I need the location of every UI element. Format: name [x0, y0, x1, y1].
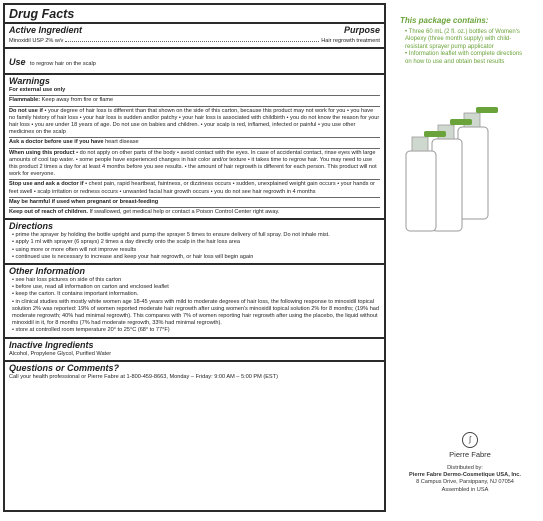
do-not-use-warning: Do not use if • your degree of hair loss is different than that shown on the side of this carton, because this product may not work for you • you have no family history of hair loss • your hair loss is sudden and/or patchy • your hair loss is associated with childbirth • you do not know the reason for your hair loss • you are under 18 years of age. Do not use on babies and children. • your scalp is red, inflamed, infected or painful • you use other medicines on the scalp	[9, 107, 380, 136]
stop-use-warning: Stop use and ask a doctor if • chest pain, rapid heartbeat, faintness, or dizziness occurs • sudden, unexplained weight gain occurs • your hands or feet swell • scalp irritation or redness occurs • unwanted facial hair growth occurs • you do not see hair regrowth in 4 months	[9, 179, 380, 195]
active-ingredient-value: Minoxidil USP 2% w/v	[9, 38, 64, 44]
list-item: • before use, read all information on carton and enclosed leaflet	[12, 284, 380, 291]
directions-section	[5, 220, 384, 265]
active-ingredient-section	[5, 24, 384, 49]
list-item: • continued use is necessary to increase and keep your hair regrowth, or hair loss will begin again	[12, 254, 380, 261]
brand-name: Pierre Fabre	[449, 450, 491, 459]
other-information-list	[9, 277, 380, 335]
company-address: 8 Campus Drive, Parsippany, NJ 07054	[416, 479, 514, 486]
directions-heading: Directions	[9, 221, 54, 232]
assembled-in: Assembled in USA	[441, 486, 489, 493]
children-warning: Keep out of reach of children. If swallowed, get medical help or contact a Poison Control Center right away.	[9, 207, 380, 216]
questions-section	[5, 362, 384, 383]
use-section	[5, 49, 384, 75]
sprayer-bottles-illustration	[400, 105, 540, 235]
package-contents-list	[402, 29, 525, 66]
external-use: For external use only	[9, 87, 66, 94]
list-item: • Information leaflet with complete directions on how to use and obtain best results	[405, 51, 525, 66]
active-ingredient-heading: Active Ingredient	[9, 25, 83, 35]
flammable-warning: Flammable: Keep away from fire or flame	[9, 95, 380, 104]
questions-text: Call your health professional or Pierre Fabre at 1-800-459-8663, Monday – Friday: 9:00 AM – 5:00 PM (EST)	[9, 373, 278, 380]
list-item: • in clinical studies with mostly white women age 18-45 years with mild to moderate degrees of hair loss, the following response to minoxidil topical solution 2% was reported: 19% of women reported moderate hair regrowth after using women's minoxidil topical solution 2% for 8 months; (19% had moderate regrowth; 40% had minimal regrowth). This compares with 7% of women reporting hair regrowth after using the placebo, the liquid without minoxidil in it, for 8 months (7% had moderate regrowth, 33% had minimal regrowth).	[12, 299, 380, 328]
use-heading: Use	[9, 57, 26, 68]
list-item: • apply 1 ml with sprayer (6 sprays) 2 times a day directly onto the scalp in the hair loss area	[12, 239, 380, 246]
list-item: • Three 60 mL (2 fl. oz.) bottles of Women's Alopexy (three month supply) with child-resistant sprayer pump applicator	[405, 29, 525, 51]
leader-dots	[65, 36, 319, 42]
directions-list	[9, 232, 380, 261]
list-item: • using more or more often will not improve results	[12, 247, 380, 254]
distributed-by-label: Distributed by:	[447, 465, 483, 471]
drug-facts-header	[5, 5, 384, 24]
inactive-ingredients-text: Alcohol, Propylene Glycol, Purified Water	[9, 350, 112, 357]
ask-doctor-warning: Ask a doctor before use if you have heart disease	[9, 137, 380, 146]
other-information-heading: Other Information	[9, 266, 85, 277]
warnings-heading: Warnings	[9, 76, 50, 87]
distributor-block	[390, 465, 540, 494]
pregnancy-warning: May be harmful if used when pregnant or breast-feeding	[9, 197, 380, 206]
inactive-ingredients-section	[5, 339, 384, 362]
warnings-section	[5, 75, 384, 220]
list-item: • store at controlled room temperature 20° to 25°C (68° to 77°F)	[12, 327, 380, 334]
other-information-section	[5, 265, 384, 339]
list-item: • keep the carton. It contains important information.	[12, 291, 380, 298]
drug-facts-title: Drug Facts	[9, 7, 75, 21]
when-using-warning: When using this product • do not apply on other parts of the body • avoid contact with the eyes. In case of accidental contact, rinse eyes with large amounts of cool tap water. • some people have experienced changes in hair color and/or texture • it takes time to regrow hair. You may need to use this product 2 times a day for at least 4 months before you see results. • the amount of hair regrowth is different for each person. This product will not work for everyone.	[9, 148, 380, 179]
purpose-heading: Purpose	[343, 25, 380, 35]
package-contents-title: This package contains:	[400, 16, 489, 25]
list-item: • prime the sprayer by holding the bottle upright and pump the sprayer 5 times to ensure delivery of full spray. Do not inhale mist.	[12, 232, 380, 239]
brand-block	[420, 432, 520, 459]
company-name: Pierre Fabre Dermo-Cosmetique USA, Inc.	[409, 472, 521, 479]
inactive-ingredients-heading: Inactive Ingredients	[9, 339, 94, 350]
questions-heading: Questions or Comments?	[9, 362, 120, 373]
purpose-value: Hair regrowth treatment	[321, 38, 380, 44]
list-item: • see hair loss pictures on side of this carton	[12, 277, 380, 284]
use-text: to regrow hair on the scalp	[29, 61, 96, 68]
pierre-fabre-logo-icon: ʃ	[462, 432, 478, 448]
drug-facts-panel	[3, 3, 386, 512]
